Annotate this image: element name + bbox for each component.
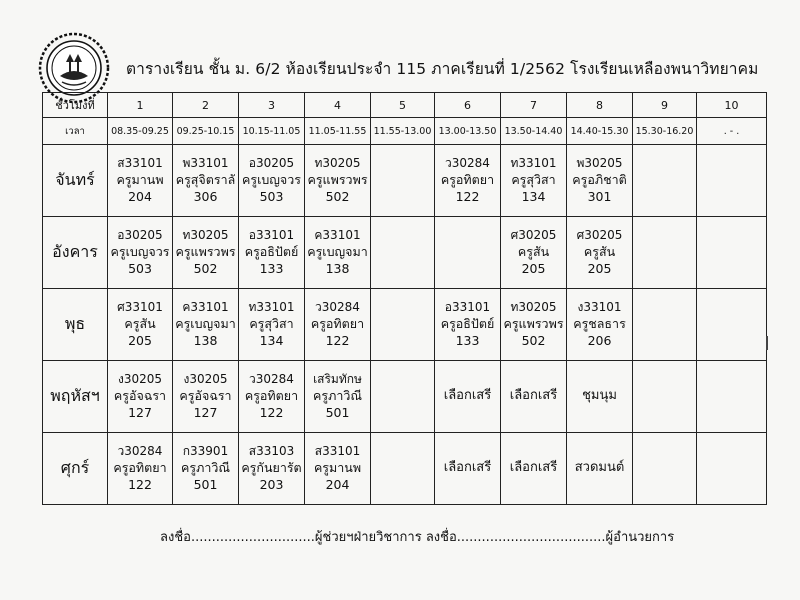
teacher-name: ครูอทิตยา: [440, 172, 495, 188]
schedule-cell: [633, 289, 697, 361]
schedule-cell: [108, 433, 173, 505]
signature-line: ลงชื่อ..............................ผู้ช่วยฯฝ่ายวิชาการ ลงชื่อ....................................ผู้อำนวยการ: [160, 530, 675, 545]
schedule-cell: [371, 289, 435, 361]
period-number: 4: [305, 93, 371, 118]
room-number: 501: [193, 477, 218, 492]
day-row: [43, 289, 767, 361]
subject-code: พ30205: [576, 156, 623, 171]
period-time: 09.25-10.15: [173, 118, 239, 145]
room-number: 138: [193, 333, 218, 348]
schedule-cell: [371, 433, 435, 505]
room-number: 122: [455, 189, 480, 204]
schedule-cell: [371, 145, 435, 217]
teacher-name: ครูเบญจมา: [307, 244, 368, 260]
room-number: 134: [521, 189, 546, 204]
teacher-name: ครูอทิตยา: [244, 388, 299, 404]
room-number: 502: [193, 261, 218, 276]
activity-label: สวดมนต์: [574, 460, 625, 476]
room-number: 503: [128, 261, 152, 276]
day-row: [43, 433, 767, 505]
room-number: 203: [259, 477, 284, 492]
schedule-cell: [567, 433, 633, 505]
subject-code: ศ30205: [576, 228, 623, 243]
period-time: . - .: [697, 118, 767, 145]
period-number: 5: [371, 93, 435, 118]
period-time: 13.50-14.40: [501, 118, 567, 145]
subject-code: ส33103: [248, 444, 295, 459]
room-number: 122: [325, 333, 350, 348]
room-number: 502: [521, 333, 546, 348]
subject-code: ศ30205: [510, 228, 557, 243]
subject-code: ท33101: [510, 156, 557, 171]
room-number: 133: [455, 333, 480, 348]
period-time: 10.15-11.05: [239, 118, 305, 145]
teacher-name: ครูสัน: [124, 316, 156, 332]
page-title: ตารางเรียน ชั้น ม. 6/2 ห้องเรียนประจำ 115 ภาคเรียนที่ 1/2562 โรงเรียนเหลืองพนาวิทยาคม: [126, 60, 759, 78]
teacher-name: ครูเบญจวร: [110, 244, 170, 260]
day-name: จันทร์: [43, 145, 108, 217]
period-header-label: ชั่วโมงที่: [43, 93, 108, 118]
subject-code: ศ33101: [117, 300, 163, 315]
schedule-cell: [108, 289, 173, 361]
teacher-name: ครูอทิตยา: [310, 316, 365, 332]
subject-code: ก33901: [182, 444, 229, 459]
teacher-name: ครูสัน: [583, 244, 616, 260]
schedule-cell: [108, 145, 173, 217]
schedule-cell: [239, 145, 305, 217]
room-number: 306: [193, 189, 218, 204]
schedule-cell: [435, 361, 501, 433]
period-number: 1: [108, 93, 173, 118]
room-number: 503: [259, 189, 284, 204]
margin-mark: [766, 336, 768, 350]
schedule-cell: [239, 361, 305, 433]
schedule-cell: [371, 361, 435, 433]
subject-code: ว30284: [117, 444, 163, 459]
period-time: 11.55-13.00: [371, 118, 435, 145]
period-time: 08.35-09.25: [108, 118, 173, 145]
activity-label: ชุมนุม: [582, 388, 617, 404]
schedule-cell: [305, 361, 371, 433]
subject-code: ส33101: [314, 444, 361, 459]
day-row: [43, 217, 767, 289]
subject-code: ง30205: [183, 372, 228, 387]
subject-code: เสริมทักษ: [313, 372, 362, 387]
schedule-cell: [435, 145, 501, 217]
schedule-cell: [697, 217, 767, 289]
subject-code: ค33101: [314, 228, 361, 243]
period-time: 11.05-11.55: [305, 118, 371, 145]
period-number: 3: [239, 93, 305, 118]
period-header-row: [43, 93, 767, 118]
teacher-name: ครูสุวิสา: [511, 172, 556, 188]
room-number: 122: [128, 477, 152, 492]
subject-code: ท30205: [510, 300, 557, 315]
period-number: 6: [435, 93, 501, 118]
activity-label: เลือกเสรี: [509, 388, 558, 404]
room-number: 301: [587, 189, 612, 204]
subject-code: อ30205: [117, 228, 163, 243]
schedule-cell: [305, 145, 371, 217]
subject-code: ว30284: [445, 156, 490, 171]
schedule-cell: [239, 289, 305, 361]
period-number: 10: [697, 93, 767, 118]
teacher-name: ครูสุวิสา: [249, 316, 294, 332]
room-number: 133: [259, 261, 284, 276]
period-time: 14.40-15.30: [567, 118, 633, 145]
period-time: 15.30-16.20: [633, 118, 697, 145]
teacher-name: ครูสุจิตราลั: [175, 172, 236, 188]
schedule-cell: [371, 217, 435, 289]
schedule-cell: [305, 433, 371, 505]
room-number: 205: [521, 261, 546, 276]
schedule-cell: [697, 145, 767, 217]
teacher-name: ครูเบญจวร: [242, 172, 301, 188]
schedule-cell: [501, 433, 567, 505]
schedule-cell: [239, 217, 305, 289]
activity-label: เลือกเสรี: [443, 388, 492, 404]
schedule-cell: [435, 217, 501, 289]
teacher-name: ครูภาวิณี: [313, 388, 362, 404]
schedule-cell: [501, 289, 567, 361]
room-number: 134: [259, 333, 284, 348]
day-row: [43, 361, 767, 433]
teacher-name: ครูเบญจมา: [175, 316, 236, 332]
schedule-cell: [567, 289, 633, 361]
day-name: พุธ: [43, 289, 108, 361]
schedule-cell: [697, 433, 767, 505]
schedule-cell: [435, 433, 501, 505]
period-number: 7: [501, 93, 567, 118]
schedule-cell: [108, 361, 173, 433]
teacher-name: ครูแพรวพร: [175, 244, 236, 260]
subject-code: พ33101: [182, 156, 229, 171]
schedule-cell: [173, 145, 239, 217]
time-header-row: [43, 118, 767, 145]
schedule-cell: [633, 433, 697, 505]
period-number: 2: [173, 93, 239, 118]
teacher-name: ครูแพรวพร: [503, 316, 564, 332]
activity-label: เลือกเสรี: [509, 460, 558, 476]
schedule-cell: [435, 289, 501, 361]
room-number: 122: [259, 405, 284, 420]
teacher-name: ครูอัจฉรา: [113, 388, 167, 404]
teacher-name: ครูแพรวพร: [307, 172, 368, 188]
teacher-name: ครูกันยารัต: [241, 460, 302, 476]
room-number: 206: [587, 333, 612, 348]
teacher-name: ครูภาวิณี: [181, 460, 230, 476]
subject-code: อ33101: [248, 228, 295, 243]
schedule-cell: [697, 361, 767, 433]
schedule-cell: [305, 217, 371, 289]
activity-label: เลือกเสรี: [443, 460, 492, 476]
room-number: 127: [128, 405, 152, 420]
teacher-name: ครูอธิปัตย์: [440, 316, 495, 332]
time-header-label: เวลา: [43, 118, 108, 145]
subject-code: ท33101: [248, 300, 295, 315]
schedule-cell: [501, 361, 567, 433]
subject-code: ง33101: [577, 300, 622, 315]
subject-code: ว30284: [315, 300, 360, 315]
subject-code: ส33101: [117, 156, 163, 171]
schedule-cell: [173, 361, 239, 433]
schedule-cell: [567, 145, 633, 217]
subject-code: ว30284: [249, 372, 294, 387]
room-number: 204: [128, 189, 152, 204]
room-number: 205: [587, 261, 612, 276]
schedule-cell: [239, 433, 305, 505]
schedule-cell: [108, 217, 173, 289]
teacher-name: ครูมานพ: [116, 172, 164, 188]
day-name: ศุกร์: [43, 433, 108, 505]
schedule-cell: [567, 361, 633, 433]
teacher-name: ครูอธิปัตย์: [244, 244, 299, 260]
schedule-cell: [633, 217, 697, 289]
teacher-name: ครูอภิชาติ: [572, 172, 627, 188]
schedule-cell: [173, 217, 239, 289]
subject-code: ง30205: [117, 372, 163, 387]
room-number: 502: [325, 189, 350, 204]
period-number: 9: [633, 93, 697, 118]
schedule-cell: [501, 217, 567, 289]
room-number: 127: [193, 405, 218, 420]
subject-code: อ30205: [248, 156, 295, 171]
teacher-name: ครูมานพ: [313, 460, 362, 476]
schedule-table: [42, 92, 767, 505]
schedule-cell: [305, 289, 371, 361]
room-number: 205: [128, 333, 152, 348]
day-name: พฤหัสฯ: [43, 361, 108, 433]
schedule-cell: [173, 289, 239, 361]
schedule-cell: [173, 433, 239, 505]
day-row: [43, 145, 767, 217]
room-number: 501: [325, 405, 350, 420]
schedule-cell: [501, 145, 567, 217]
period-number: 8: [567, 93, 633, 118]
subject-code: ค33101: [182, 300, 229, 315]
teacher-name: ครูอัจฉรา: [179, 388, 232, 404]
teacher-name: ครูชลธาร: [573, 316, 626, 332]
subject-code: ท30205: [314, 156, 361, 171]
subject-code: ท30205: [182, 228, 229, 243]
room-number: 204: [325, 477, 350, 492]
schedule-cell: [567, 217, 633, 289]
teacher-name: ครูสัน: [517, 244, 550, 260]
period-time: 13.00-13.50: [435, 118, 501, 145]
schedule-cell: [697, 289, 767, 361]
schedule-cell: [633, 145, 697, 217]
subject-code: อ33101: [444, 300, 491, 315]
room-number: 138: [325, 261, 350, 276]
teacher-name: ครูอทิตยา: [113, 460, 167, 476]
schedule-cell: [633, 361, 697, 433]
day-name: อังคาร: [43, 217, 108, 289]
